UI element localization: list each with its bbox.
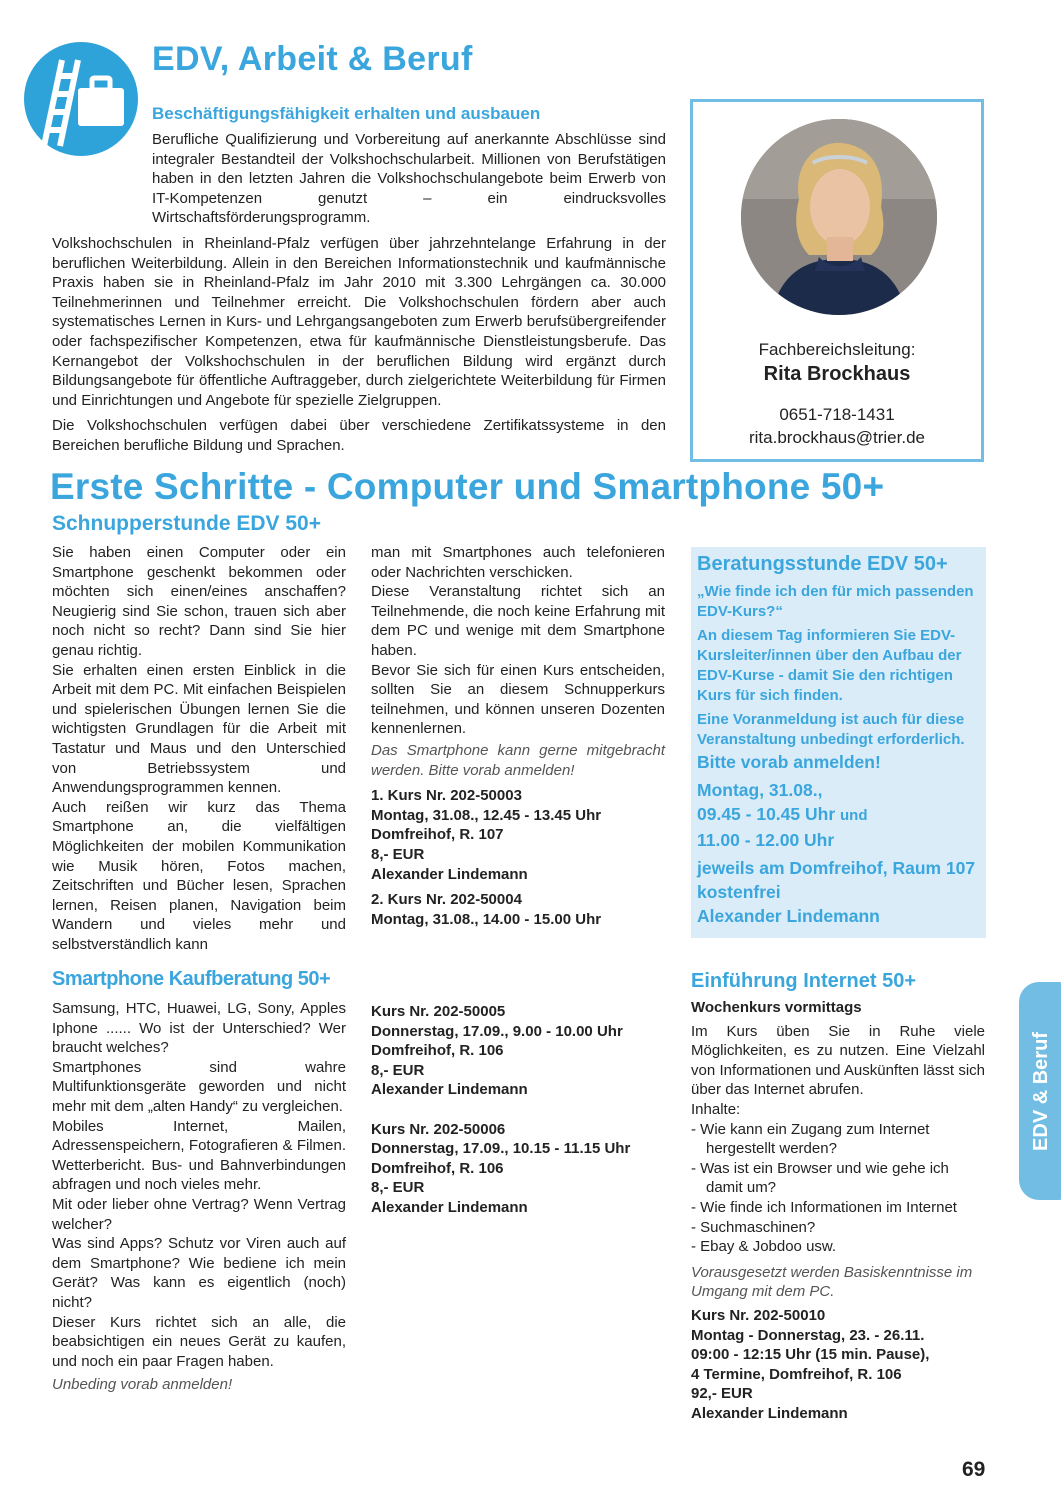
course-teacher: Alexander Lindemann xyxy=(371,865,528,883)
course-price: 92,- EUR xyxy=(691,1385,753,1403)
course-price: 8,- EUR xyxy=(371,1061,425,1079)
intro-subtitle: Beschäftigungsfähigkeit erhalten und ausbauen xyxy=(152,104,541,123)
schnupper-paragraph: Diese Veranstaltung richtet sich an Teilnehmende, die noch keine Erfahrung mit dem PC und wenige mit dem Smartphone haben. xyxy=(371,583,665,659)
course-location: Domfreihof, R. 107 xyxy=(371,826,504,844)
smartphone-paragraph: Samsung, HTC, Huawei, LG, Sony, Apples Iphone ...... Wo ist der Unterschied? Wer braucht welches? xyxy=(52,1000,346,1057)
section-heading: Erste Schritte - Computer und Smartphone 50+ xyxy=(50,466,885,507)
smartphone-courses xyxy=(371,1002,665,1218)
contact-name: Rita Brockhaus xyxy=(763,363,911,385)
beratung-date: Montag, 31.08., xyxy=(697,780,823,800)
smartphone-note: Unbeding vorab anmelden! xyxy=(52,1376,233,1394)
course-block xyxy=(371,890,665,929)
internet-contents-label: Inhalte: xyxy=(691,1100,741,1118)
course-date: Donnerstag, 17.09., 9.00 - 10.00 Uhr xyxy=(371,1022,623,1040)
course-price: 8,- EUR xyxy=(371,1179,425,1197)
intro-paragraph: Die Volkshochschulen verfügen dabei über verschiedene Zertifikatssysteme in den Bereichen berufliche Bildung und Sprachen. xyxy=(52,417,666,454)
course-date: Montag, 31.08., 14.00 - 15.00 Uhr xyxy=(371,910,602,928)
contact-phone[interactable]: 0651-718-1431 xyxy=(779,405,895,424)
course-location: 4 Termine, Domfreihof, R. 106 xyxy=(691,1365,902,1383)
side-tab-label: EDV & Beruf xyxy=(1029,1031,1052,1151)
course-date: Donnerstag, 17.09., 10.15 - 11.15 Uhr xyxy=(371,1140,631,1158)
beratung-time-2: 11.00 - 12.00 Uhr xyxy=(697,830,835,850)
page-title: EDV, Arbeit & Beruf xyxy=(152,40,473,78)
course-number: Kurs Nr. 202-50005 xyxy=(371,1003,506,1020)
schnupper-note: Das Smartphone kann gerne mitgebracht werden. Bitte vorab anmelden! xyxy=(371,741,665,779)
beratung-price: kostenfrei xyxy=(697,882,781,902)
schnupper-paragraph: man mit Smartphones auch telefonieren oder Nachrichten verschicken. xyxy=(371,544,665,581)
course-block xyxy=(371,786,665,884)
schnupper-paragraph: Sie haben einen Computer oder ein Smartphone geschenkt bekommen oder möchten sich einen/eines anschaffen? Neugierig sind Sie schon, trauen sich aber noch nicht so recht? Dann sind Sie hier genau richtig. xyxy=(52,544,346,659)
contact-role: Fachbereichsleitung: xyxy=(758,340,916,359)
beratung-and: und xyxy=(840,807,868,824)
beratung-please-register: Bitte vorab anmelden! xyxy=(697,752,881,772)
smartphone-paragraph: Smartphones sind wahre Multifunktionsgeräte geworden und nicht mehr mit dem „alten Handy“ zu vergleichen. xyxy=(52,1058,346,1115)
list-item: - Was ist ein Browser und wie gehe ich damit um? xyxy=(691,1159,949,1197)
beratung-info: An diesem Tag informieren Sie EDV-Kursleiter/innen über den Aufbau der EDV-Kurse - damit Sie den richtigen Kurs für sich finden. xyxy=(697,627,962,704)
page-number: 69 xyxy=(962,1458,986,1481)
smartphone-paragraph: Was sind Apps? Schutz vor Viren auch auf dem Smartphone? Wie bediene ich mein Gerät? Was kann es eigentlich (noch) nicht? xyxy=(52,1235,346,1311)
course-number: Kurs Nr. 202-50010 xyxy=(691,1306,826,1324)
intro-paragraph: Berufliche Qualifizierung und Vorbereitung auf anerkannte Abschlüsse sind integraler Bestandteil der Volkshochschularbeit. Millionen von Berufstätigen haben in den letzten Jahren die Volkshochschulangebote beim Erwerb von IT-Kompetenzen genutzt – ein eindrucksvolles Wirtschaftsförderungsprogramm. xyxy=(152,131,666,227)
beratung-question: „Wie finde ich den für mich passenden EDV-Kurs?“ xyxy=(697,583,974,620)
course-date: Montag - Donnerstag, 23. - 26.11. xyxy=(691,1326,925,1344)
list-item: - Ebay & Jobdoo usw. xyxy=(691,1238,837,1256)
course-location: Domfreihof, R. 106 xyxy=(371,1042,504,1060)
internet-subtitle: Wochenkurs vormittags xyxy=(691,999,862,1016)
course-date: Montag, 31.08., 12.45 - 13.45 Uhr xyxy=(371,806,602,824)
course-price: 8,- EUR xyxy=(371,845,425,863)
contact-box xyxy=(690,99,984,462)
schnupper-paragraph: Auch reißen wir kurz das Thema Smartphone an, die vielfältigen Möglichkeiten der mobilen Kommunikation wie Musik hören, Fotos machen, Zeitschriften und Bücher lesen, Sprachen lernen, Reisen planen, Navigation beim Wandern und vieles mehr und selbstverständlich kann xyxy=(52,798,346,953)
schnupper-paragraph: Sie erhalten einen ersten Einblick in die Arbeit mit dem PC. Mit einfachen Beispielen und spielerischen Übungen lernen Sie die wichtigsten Grundlagen für die Arbeit mit Tastatur und Maus und den Unterschied von Betriebssystem und Anwendungsprogrammen kennen. xyxy=(52,661,346,797)
smartphone-paragraph: Mobiles Internet, Mailen, Adressenspeichern, Fotografieren & Filmen. Wetterbericht. Bus- und Bahnverbindungen abfragen und noch vieles mehr. xyxy=(52,1117,346,1194)
section-side-tab xyxy=(1019,982,1061,1200)
internet-paragraph: Im Kurs üben Sie in Ruhe viele Möglichkeiten, es zu nutzen. Eine Vielzahl von Informationen und Auskünften lässt sich über das Internet abrufen. xyxy=(691,1022,985,1099)
smartphone-paragraph: Mit oder lieber ohne Vertrag? Wenn Vertrag welcher? xyxy=(52,1195,346,1233)
beratung-box xyxy=(691,547,986,938)
course-time: 09:00 - 12:15 Uhr (15 min. Pause), xyxy=(691,1346,930,1364)
list-item: - Wie kann ein Zugang zum Internet hergestellt werden? xyxy=(691,1120,930,1158)
course-number: 2. Kurs Nr. 202-50004 xyxy=(371,891,522,909)
course-number: Kurs Nr. 202-50006 xyxy=(371,1120,506,1138)
beratung-registration: Eine Voranmeldung ist auch für diese Veranstaltung unbedingt erforderlich. xyxy=(697,711,965,748)
course-teacher: Alexander Lindemann xyxy=(371,1198,528,1216)
portrait-photo xyxy=(741,119,937,315)
schnupper-paragraph: Bevor Sie sich für einen Kurs entscheiden, sollten Sie an diesem Schnupperkurs teilnehmen, und können unseren Dozenten kennenlernen. xyxy=(371,661,665,738)
internet-contents-list xyxy=(691,1120,985,1257)
intro-text xyxy=(52,130,666,462)
list-item: - Wie finde ich Informationen im Internet xyxy=(691,1198,957,1216)
smartphone-description xyxy=(52,999,346,1395)
course-block xyxy=(691,1306,985,1424)
list-item: - Suchmaschinen? xyxy=(691,1218,816,1236)
contact-email[interactable]: rita.brockhaus@trier.de xyxy=(748,428,925,447)
smartphone-title: Smartphone Kaufberatung 50+ xyxy=(52,968,331,990)
course-number: 1. Kurs Nr. 202-50003 xyxy=(371,787,522,805)
beratung-teacher: Alexander Lindemann xyxy=(697,906,880,926)
course-teacher: Alexander Lindemann xyxy=(371,1081,528,1099)
schnupper-title: Schnupperstunde EDV 50+ xyxy=(52,512,321,535)
schnupper-details xyxy=(371,543,665,929)
internet-description xyxy=(691,998,985,1423)
schnupper-description xyxy=(52,543,346,954)
internet-note: Vorausgesetzt werden Basiskenntnisse im Umgang mit dem PC. xyxy=(691,1263,973,1301)
beratung-time-1: 09.45 - 10.45 Uhr xyxy=(697,804,836,824)
internet-title: Einführung Internet 50+ xyxy=(691,970,917,992)
smartphone-paragraph: Dieser Kurs richtet sich an alle, die beabsichtigen ein neues Gerät zu kaufen, und noch ein paar Fragen haben. xyxy=(52,1313,346,1370)
beratung-location: jeweils am Domfreihof, Raum 107 xyxy=(697,858,976,878)
intro-paragraph: Volkshochschulen in Rheinland-Pfalz verfügen über jahrzehntelange Erfahrung in der beruflichen Weiterbildung. Allein in den Bereichen Informationstechnik und kaufmännische Praxis haben sie in Rheinland-Pfalz im Jahr 2010 mit 3.300 Lehrgängen ca. 30.000 Teilnehmerinnen und Teilnehmer erreicht. Die Volkshochschulen fördern aber auch systematisches Lernen in Kurs- und Lehrgangsangeboten zum Erwerb berufsübergreifender oder fachspezifischer Kompetenzen, etwa für kaufmännische Dienstleistungsberufe. Das Kernangebot der Volkshochschulen in der beruflichen Bildung wird ergänzt durch Bildungsangebote für öffentliche Auftraggeber, durch zielgerichtete Weiterbildung für Firmen und Einrichtungen und Angebote für spezielle Zielgruppen. xyxy=(52,234,666,409)
course-teacher: Alexander Lindemann xyxy=(691,1404,848,1422)
course-location: Domfreihof, R. 106 xyxy=(371,1159,504,1177)
beratung-title: Beratungsstunde EDV 50+ xyxy=(697,553,948,575)
